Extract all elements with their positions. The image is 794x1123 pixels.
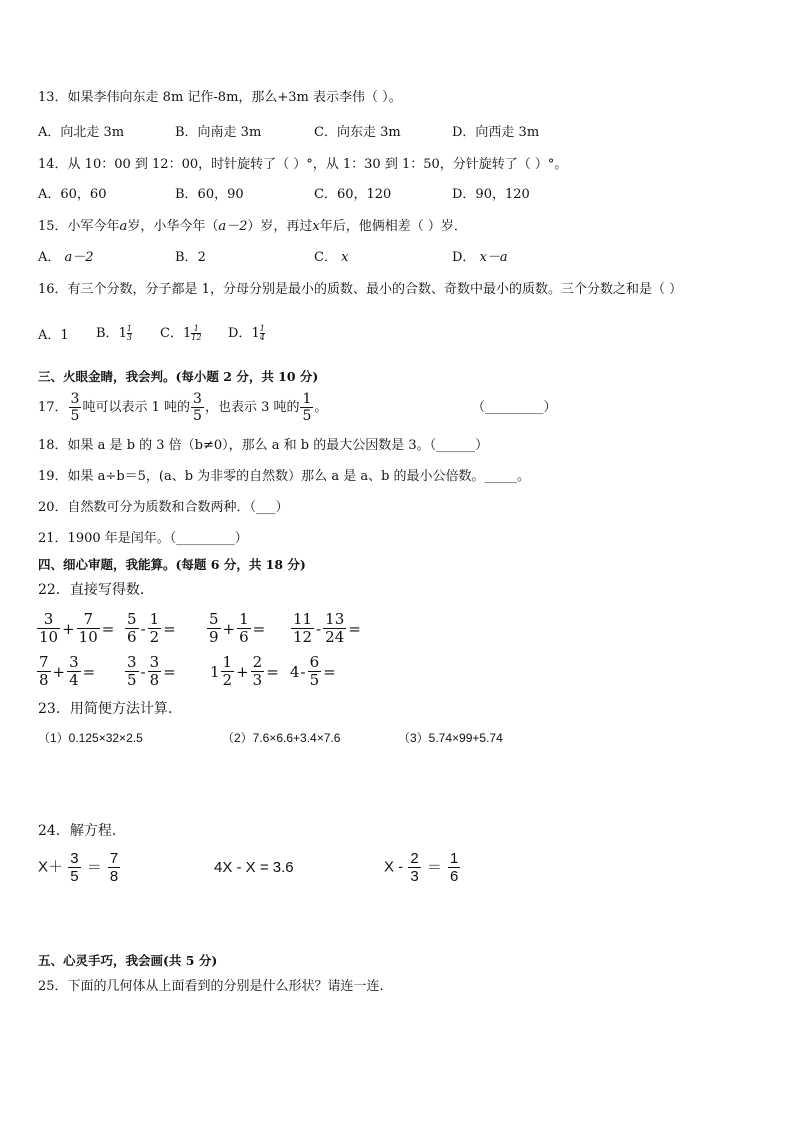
q15-option-b[interactable] xyxy=(175,249,206,267)
q15-stem xyxy=(38,218,467,236)
q21-stem: 21．1900 年是闰年。（_________） xyxy=(38,531,248,546)
fraction: $\frac{3}{8}$ xyxy=(149,653,160,689)
q22-expr-6 xyxy=(124,655,177,688)
q15-option-d[interactable] xyxy=(452,249,508,267)
fraction: $\frac{3}{5}$ xyxy=(127,653,137,689)
equals-sign: = xyxy=(101,619,115,638)
q13-stem: 13．如果李伟向东走 8m 记作-8m，那么+3m 表示李伟（ ）。 xyxy=(38,90,402,105)
fraction: $\frac{3}{4}$ xyxy=(69,653,79,689)
fraction: $\frac{7}{8}$ xyxy=(109,850,119,885)
q17-answer-blank[interactable]: （_________） xyxy=(472,400,557,415)
q13-option-b[interactable]: B．向南走 3m xyxy=(175,125,262,140)
fraction: $\frac{3}{10}$ xyxy=(39,610,59,646)
q22-expr-5 xyxy=(36,655,96,688)
q24-equation-1 xyxy=(38,851,121,884)
q15-option-a[interactable] xyxy=(38,249,94,267)
equals-sign: = xyxy=(82,662,96,681)
fraction: $\frac{7}{8}$ xyxy=(39,653,49,689)
q15-stem-c: ）岁，再过 xyxy=(247,219,313,234)
fraction: $\frac{1}{5}$ xyxy=(302,391,312,424)
q16-stem: 16．有三个分数，分子都是 1，分母分别是最小的质数、最小的合数、奇数中最小的质数。三个分数之和是（ ） xyxy=(38,282,683,297)
fraction: $\frac{7}{10}$ xyxy=(78,610,98,646)
q16-option-b[interactable] xyxy=(96,324,132,344)
mixed-whole: 1 xyxy=(210,662,220,681)
option-letter: B． xyxy=(175,250,198,265)
q24-equation-3 xyxy=(384,851,461,884)
q22-expr-2 xyxy=(124,612,177,645)
fraction: $\frac{1}{6}$ xyxy=(239,610,249,646)
equals-sign: ＝ xyxy=(426,858,442,876)
q16-option-c[interactable] xyxy=(160,324,201,344)
fraction: $\frac{1}{2}$ xyxy=(149,610,160,646)
fraction: $\frac{3}{5}$ xyxy=(70,850,79,885)
q23-title: 23．用简便方法计算. xyxy=(38,701,173,717)
fraction: $\frac{1}{2}$ xyxy=(222,653,233,689)
q13-option-d[interactable]: D．向西走 3m xyxy=(452,125,540,140)
fraction: $\frac{1}{6}$ xyxy=(450,850,459,885)
equals-sign: = xyxy=(163,662,176,681)
q17-text-2: ，也表示 3 吨的 xyxy=(204,400,300,415)
q17-stem xyxy=(38,390,327,426)
q15-expr: a－2 xyxy=(218,219,248,234)
section-3-title: 三、火眼金睛，我会判。(每小题 2 分，共 10 分) xyxy=(38,369,319,384)
q23-item-2: （2）7.6×6.6+3.4×7.6 xyxy=(222,731,341,745)
option-letter: B． xyxy=(96,326,119,341)
q22-expr-8 xyxy=(290,655,337,688)
q19-stem: 19．如果 a÷b＝5，(a、b 为非零的自然数）那么 a 是 a、b 的最小公倍数。_____。 xyxy=(38,469,531,484)
mixed-whole: 1 xyxy=(251,326,260,341)
operator: + xyxy=(222,619,236,638)
q20-stem: 20．自然数可分为质数和合数两种．（___） xyxy=(38,500,289,515)
equation-left: X - xyxy=(384,858,404,876)
option-text: x xyxy=(341,250,349,265)
operator: - xyxy=(316,619,322,638)
q15-var-a: a xyxy=(119,219,128,234)
mixed-fraction: $\frac{1}{4}$ xyxy=(259,324,265,342)
q22-expr-1 xyxy=(36,612,115,645)
option-text: x－a xyxy=(479,250,508,265)
fraction: $\frac{5}{9}$ xyxy=(209,610,219,646)
operator: + xyxy=(62,619,75,638)
equals-sign: ＝ xyxy=(86,858,102,876)
q24-title: 24．解方程. xyxy=(38,823,117,839)
q13-option-a[interactable]: A．向北走 3m xyxy=(38,125,125,140)
q22-title: 22．直接写得数. xyxy=(38,582,145,598)
operator: + xyxy=(52,662,66,681)
q15-option-c[interactable] xyxy=(314,249,348,267)
equals-sign: = xyxy=(252,619,266,638)
q22-expr-4 xyxy=(290,612,362,645)
option-letter: A． xyxy=(38,250,61,265)
option-letter: C． xyxy=(160,326,183,341)
operator: - xyxy=(140,662,146,681)
q15-stem-a: 15．小军今年 xyxy=(38,219,120,234)
fraction: $\frac{3}{5}$ xyxy=(70,391,80,424)
operator: + xyxy=(236,662,249,681)
q23-item-3: （3）5.74×99+5.74 xyxy=(398,731,503,745)
equals-sign: = xyxy=(266,662,279,681)
q17-text-3: 。 xyxy=(314,400,328,415)
q14-option-d[interactable]: D．90，120 xyxy=(452,187,530,202)
fraction: $\frac{5}{6}$ xyxy=(127,610,137,646)
q24-equation-2: 4X - X = 3.6 xyxy=(214,859,294,876)
operator: - xyxy=(300,662,306,681)
q13-option-c[interactable]: C．向东走 3m xyxy=(314,125,401,140)
q22-expr-7 xyxy=(210,655,280,688)
q22-expr-3 xyxy=(206,612,266,645)
option-letter: C． xyxy=(314,250,337,265)
q25-stem: 25．下面的几何体从上面看到的分别是什么形状？请连一连. xyxy=(38,979,384,994)
mixed-fraction: $\frac{1}{12}$ xyxy=(191,324,202,342)
equals-sign: = xyxy=(163,619,176,638)
option-text: a－2 xyxy=(64,250,94,265)
q23-item-1: （1）0.125×32×2.5 xyxy=(38,731,143,745)
leading-number: 4 xyxy=(290,662,300,681)
q17-number: 17． xyxy=(38,400,68,415)
q14-option-c[interactable]: C．60，120 xyxy=(314,187,392,202)
option-letter: D． xyxy=(452,250,476,265)
mixed-whole: 1 xyxy=(118,326,127,341)
equation-left: X＋ xyxy=(38,858,64,876)
fraction: $\frac{3}{5}$ xyxy=(193,391,202,424)
section-4-title: 四、细心审题，我能算。(每题 6 分，共 18 分) xyxy=(38,557,306,572)
equals-sign: = xyxy=(323,662,336,681)
q18-stem: 18．如果 a 是 b 的 3 倍（b≠0），那么 a 和 b 的最大公因数是 3。（______） xyxy=(38,438,489,453)
q17-text-1: 吨可以表示 1 吨的 xyxy=(82,400,191,415)
q14-option-a[interactable]: A．60，60 xyxy=(38,187,107,202)
q15-stem-d: 年后，他俩相差（ ）岁． xyxy=(319,219,467,234)
q15-stem-b: 岁，小华今年（ xyxy=(127,219,219,234)
section-5-title: 五、心灵手巧，我会画(共 5 分) xyxy=(38,953,218,968)
q14-option-b[interactable]: B．60，90 xyxy=(175,187,244,202)
fraction: $\frac{2}{3}$ xyxy=(410,850,419,885)
fraction: $\frac{6}{5}$ xyxy=(309,653,320,689)
mixed-fraction: $\frac{1}{3}$ xyxy=(126,324,132,342)
fraction: $\frac{2}{3}$ xyxy=(252,653,263,689)
fraction: $\frac{13}{24}$ xyxy=(325,610,345,646)
q15-var-x: x xyxy=(312,219,320,234)
operator: - xyxy=(140,619,146,638)
q16-option-d[interactable] xyxy=(228,324,265,344)
mixed-whole: 1 xyxy=(182,326,192,341)
q16-option-a[interactable]: A．1 xyxy=(38,328,69,343)
option-text: 2 xyxy=(197,250,206,265)
equals-sign: = xyxy=(348,619,361,638)
fraction: $\frac{11}{12}$ xyxy=(293,610,313,646)
q14-stem: 14．从 10：00 到 12：00，时针旋转了（ ）°，从 1：30 到 1：50，分针旋转了（ ）°。 xyxy=(38,157,568,172)
option-letter: D． xyxy=(228,326,252,341)
